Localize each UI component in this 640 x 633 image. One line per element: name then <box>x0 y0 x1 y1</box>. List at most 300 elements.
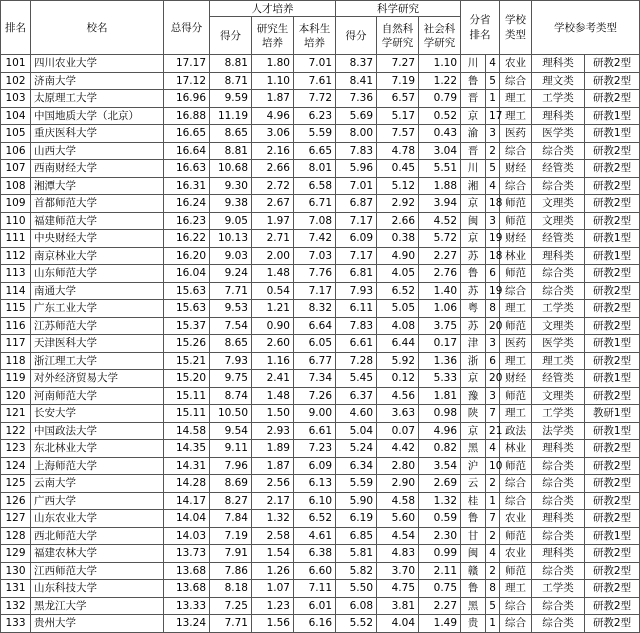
cell-grad-score: 2.71 <box>252 230 294 248</box>
cell-school-name: 太原理工大学 <box>31 90 164 108</box>
cell-social-score: 3.94 <box>419 195 461 213</box>
cell-rank: 115 <box>1 300 31 318</box>
cell-ref-tier: 研教2型 <box>585 212 640 230</box>
cell-talent-score: 10.13 <box>210 230 252 248</box>
cell-undergrad-score: 7.72 <box>294 90 336 108</box>
cell-school-name: 河南师范大学 <box>31 387 164 405</box>
cell-province-rank: 20 <box>486 317 500 335</box>
cell-social-score: 2.69 <box>419 475 461 493</box>
cell-province: 京 <box>461 370 486 388</box>
cell-province-rank: 7 <box>486 405 500 423</box>
cell-natural-score: 7.27 <box>377 55 419 73</box>
cell-province: 豫 <box>461 387 486 405</box>
cell-natural-score: 3.70 <box>377 562 419 580</box>
cell-ref-category: 经管类 <box>532 160 585 178</box>
cell-research-score: 6.11 <box>336 300 377 318</box>
cell-natural-score: 3.81 <box>377 597 419 615</box>
cell-province-rank: 8 <box>486 300 500 318</box>
header-province-rank: 分省排名 <box>461 1 500 55</box>
cell-rank: 114 <box>1 282 31 300</box>
cell-total-score: 14.04 <box>164 510 210 528</box>
cell-school-name: 对外经济贸易大学 <box>31 370 164 388</box>
cell-talent-score: 9.59 <box>210 90 252 108</box>
cell-grad-score: 2.60 <box>252 335 294 353</box>
cell-province: 晋 <box>461 142 486 160</box>
cell-school-name: 广西大学 <box>31 492 164 510</box>
cell-talent-score: 8.65 <box>210 335 252 353</box>
cell-ref-tier: 研教1型 <box>585 230 640 248</box>
cell-total-score: 16.65 <box>164 125 210 143</box>
cell-social-score: 2.11 <box>419 562 461 580</box>
cell-school-name: 云南大学 <box>31 475 164 493</box>
cell-ref-tier: 研教2型 <box>585 545 640 563</box>
cell-school-name: 南通大学 <box>31 282 164 300</box>
cell-ref-category: 综合类 <box>532 597 585 615</box>
cell-province-rank: 19 <box>486 282 500 300</box>
cell-natural-score: 0.07 <box>377 422 419 440</box>
table-row <box>1 352 640 370</box>
header-total: 总得分 <box>164 1 210 55</box>
cell-school-type: 林业 <box>500 440 532 458</box>
table-row <box>1 387 640 405</box>
cell-total-score: 15.63 <box>164 300 210 318</box>
cell-research-score: 6.34 <box>336 457 377 475</box>
cell-natural-score: 4.78 <box>377 142 419 160</box>
header-talent-group: 人才培养 <box>210 1 336 17</box>
cell-ref-category: 综合类 <box>532 615 585 633</box>
cell-province-rank: 2 <box>486 475 500 493</box>
cell-province-rank: 5 <box>486 72 500 90</box>
cell-school-name: 江苏师范大学 <box>31 317 164 335</box>
cell-undergrad-score: 7.11 <box>294 580 336 598</box>
cell-school-type: 农业 <box>500 545 532 563</box>
cell-talent-score: 7.19 <box>210 527 252 545</box>
cell-talent-score: 7.25 <box>210 597 252 615</box>
cell-research-score: 5.24 <box>336 440 377 458</box>
cell-total-score: 13.24 <box>164 615 210 633</box>
cell-talent-score: 10.68 <box>210 160 252 178</box>
cell-school-type: 财经 <box>500 230 532 248</box>
cell-natural-score: 5.60 <box>377 510 419 528</box>
cell-school-type: 综合 <box>500 177 532 195</box>
cell-grad-score: 1.50 <box>252 405 294 423</box>
table-row <box>1 160 640 178</box>
cell-natural-score: 6.44 <box>377 335 419 353</box>
cell-undergrad-score: 6.64 <box>294 317 336 335</box>
cell-school-name: 福建师范大学 <box>31 212 164 230</box>
cell-social-score: 0.79 <box>419 90 461 108</box>
cell-province-rank: 4 <box>486 177 500 195</box>
cell-social-score: 5.72 <box>419 230 461 248</box>
cell-grad-score: 1.87 <box>252 90 294 108</box>
cell-undergrad-score: 6.23 <box>294 107 336 125</box>
cell-undergrad-score: 8.32 <box>294 300 336 318</box>
cell-grad-score: 1.97 <box>252 212 294 230</box>
cell-research-score: 6.81 <box>336 265 377 283</box>
cell-research-score: 7.36 <box>336 90 377 108</box>
table-row <box>1 125 640 143</box>
table-row <box>1 107 640 125</box>
cell-ref-tier: 研教1型 <box>585 125 640 143</box>
cell-province: 津 <box>461 335 486 353</box>
cell-ref-tier: 研教1型 <box>585 335 640 353</box>
cell-total-score: 14.03 <box>164 527 210 545</box>
cell-province: 京 <box>461 195 486 213</box>
cell-school-name: 中国政法大学 <box>31 422 164 440</box>
cell-grad-score: 1.87 <box>252 457 294 475</box>
header-undergrad: 本科生培养 <box>294 17 336 55</box>
cell-school-type: 农业 <box>500 510 532 528</box>
cell-province-rank: 3 <box>486 125 500 143</box>
cell-ref-category: 工学类 <box>532 580 585 598</box>
cell-ref-category: 综合类 <box>532 457 585 475</box>
header-research-group: 科学研究 <box>336 1 461 17</box>
cell-natural-score: 0.38 <box>377 230 419 248</box>
cell-ref-tier: 研教2型 <box>585 177 640 195</box>
cell-school-name: 黑龙江大学 <box>31 597 164 615</box>
cell-research-score: 7.01 <box>336 177 377 195</box>
cell-school-type: 师范 <box>500 212 532 230</box>
table-row <box>1 527 640 545</box>
cell-talent-score: 8.27 <box>210 492 252 510</box>
cell-school-type: 综合 <box>500 282 532 300</box>
cell-undergrad-score: 7.01 <box>294 55 336 73</box>
cell-social-score: 1.22 <box>419 72 461 90</box>
cell-rank: 107 <box>1 160 31 178</box>
cell-grad-score: 2.66 <box>252 160 294 178</box>
cell-research-score: 7.83 <box>336 317 377 335</box>
cell-ref-category: 理科类 <box>532 440 585 458</box>
cell-talent-score: 7.71 <box>210 615 252 633</box>
cell-social-score: 5.33 <box>419 370 461 388</box>
cell-grad-score: 1.80 <box>252 55 294 73</box>
table-row <box>1 300 640 318</box>
cell-grad-score: 0.54 <box>252 282 294 300</box>
cell-social-score: 1.32 <box>419 492 461 510</box>
table-row <box>1 230 640 248</box>
cell-total-score: 17.17 <box>164 55 210 73</box>
cell-ref-tier: 研教2型 <box>585 265 640 283</box>
cell-ref-tier: 研教2型 <box>585 475 640 493</box>
cell-talent-score: 7.86 <box>210 562 252 580</box>
cell-total-score: 16.22 <box>164 230 210 248</box>
cell-undergrad-score: 7.17 <box>294 282 336 300</box>
cell-total-score: 15.63 <box>164 282 210 300</box>
cell-province-rank: 1 <box>486 615 500 633</box>
cell-school-type: 综合 <box>500 142 532 160</box>
cell-school-type: 理工 <box>500 90 532 108</box>
cell-ref-category: 医学类 <box>532 335 585 353</box>
cell-undergrad-score: 8.01 <box>294 160 336 178</box>
cell-undergrad-score: 7.61 <box>294 72 336 90</box>
cell-social-score: 0.75 <box>419 580 461 598</box>
cell-undergrad-score: 6.09 <box>294 457 336 475</box>
cell-grad-score: 1.56 <box>252 615 294 633</box>
cell-total-score: 16.96 <box>164 90 210 108</box>
cell-school-type: 理工 <box>500 300 532 318</box>
cell-school-name: 山东科技大学 <box>31 580 164 598</box>
table-row <box>1 177 640 195</box>
cell-school-type: 综合 <box>500 475 532 493</box>
cell-talent-score: 7.91 <box>210 545 252 563</box>
cell-social-score: 2.27 <box>419 247 461 265</box>
cell-research-score: 5.82 <box>336 562 377 580</box>
cell-rank: 121 <box>1 405 31 423</box>
cell-province-rank: 4 <box>486 545 500 563</box>
cell-research-score: 6.09 <box>336 230 377 248</box>
cell-research-score: 5.90 <box>336 492 377 510</box>
table-row <box>1 247 640 265</box>
cell-grad-score: 1.23 <box>252 597 294 615</box>
cell-ref-category: 综合类 <box>532 265 585 283</box>
cell-grad-score: 0.90 <box>252 317 294 335</box>
cell-talent-score: 8.74 <box>210 387 252 405</box>
cell-social-score: 2.76 <box>419 265 461 283</box>
cell-school-name: 长安大学 <box>31 405 164 423</box>
cell-research-score: 5.50 <box>336 580 377 598</box>
cell-province-rank: 2 <box>486 562 500 580</box>
cell-research-score: 6.87 <box>336 195 377 213</box>
cell-school-type: 政法 <box>500 422 532 440</box>
cell-ref-category: 文理类 <box>532 317 585 335</box>
cell-ref-category: 经管类 <box>532 370 585 388</box>
cell-social-score: 0.82 <box>419 440 461 458</box>
cell-ref-category: 工学类 <box>532 90 585 108</box>
cell-rank: 131 <box>1 580 31 598</box>
cell-rank: 109 <box>1 195 31 213</box>
cell-school-name: 中国地质大学（北京） <box>31 107 164 125</box>
cell-rank: 112 <box>1 247 31 265</box>
cell-school-type: 师范 <box>500 457 532 475</box>
cell-natural-score: 2.66 <box>377 212 419 230</box>
cell-school-name: 山东农业大学 <box>31 510 164 528</box>
header-rank: 排名 <box>1 1 31 55</box>
cell-ref-category: 医学类 <box>532 125 585 143</box>
cell-school-type: 理工 <box>500 405 532 423</box>
cell-total-score: 14.17 <box>164 492 210 510</box>
cell-province-rank: 3 <box>486 212 500 230</box>
cell-grad-score: 2.41 <box>252 370 294 388</box>
cell-province: 鲁 <box>461 580 486 598</box>
cell-undergrad-score: 6.65 <box>294 142 336 160</box>
cell-ref-category: 理科类 <box>532 247 585 265</box>
cell-province-rank: 2 <box>486 527 500 545</box>
cell-ref-category: 理科类 <box>532 55 585 73</box>
cell-natural-score: 4.04 <box>377 615 419 633</box>
cell-talent-score: 8.81 <box>210 142 252 160</box>
cell-talent-score: 10.50 <box>210 405 252 423</box>
table-row <box>1 510 640 528</box>
cell-ref-tier: 研教1型 <box>585 107 640 125</box>
cell-province: 鲁 <box>461 72 486 90</box>
cell-natural-score: 2.80 <box>377 457 419 475</box>
cell-undergrad-score: 6.52 <box>294 510 336 528</box>
cell-research-score: 6.61 <box>336 335 377 353</box>
cell-rank: 102 <box>1 72 31 90</box>
cell-rank: 122 <box>1 422 31 440</box>
cell-natural-score: 2.92 <box>377 195 419 213</box>
table-row <box>1 335 640 353</box>
cell-natural-score: 3.63 <box>377 405 419 423</box>
cell-total-score: 16.20 <box>164 247 210 265</box>
cell-province-rank: 8 <box>486 580 500 598</box>
cell-undergrad-score: 9.00 <box>294 405 336 423</box>
cell-province-rank: 1 <box>486 492 500 510</box>
cell-grad-score: 2.00 <box>252 247 294 265</box>
cell-rank: 108 <box>1 177 31 195</box>
cell-ref-tier: 研教2型 <box>585 352 640 370</box>
table-row <box>1 562 640 580</box>
cell-school-type: 综合 <box>500 597 532 615</box>
cell-research-score: 5.69 <box>336 107 377 125</box>
cell-school-type: 理工 <box>500 107 532 125</box>
cell-rank: 104 <box>1 107 31 125</box>
cell-total-score: 13.68 <box>164 580 210 598</box>
cell-school-name: 东北林业大学 <box>31 440 164 458</box>
cell-research-score: 5.52 <box>336 615 377 633</box>
cell-undergrad-score: 7.23 <box>294 440 336 458</box>
cell-ref-tier: 研教2型 <box>585 300 640 318</box>
cell-province: 浙 <box>461 352 486 370</box>
cell-social-score: 0.99 <box>419 545 461 563</box>
cell-total-score: 16.88 <box>164 107 210 125</box>
cell-grad-score: 3.06 <box>252 125 294 143</box>
cell-ref-category: 综合类 <box>532 562 585 580</box>
header-social: 社会科学研究 <box>419 17 461 55</box>
cell-talent-score: 9.30 <box>210 177 252 195</box>
cell-natural-score: 4.75 <box>377 580 419 598</box>
cell-total-score: 13.73 <box>164 545 210 563</box>
cell-total-score: 16.64 <box>164 142 210 160</box>
cell-grad-score: 2.58 <box>252 527 294 545</box>
cell-social-score: 4.96 <box>419 422 461 440</box>
cell-total-score: 13.33 <box>164 597 210 615</box>
table-row <box>1 597 640 615</box>
cell-undergrad-score: 4.61 <box>294 527 336 545</box>
cell-social-score: 1.40 <box>419 282 461 300</box>
cell-natural-score: 6.52 <box>377 282 419 300</box>
cell-province-rank: 6 <box>486 352 500 370</box>
cell-school-type: 理工 <box>500 580 532 598</box>
table-row <box>1 492 640 510</box>
cell-ref-tier: 研教2型 <box>585 615 640 633</box>
cell-school-name: 首都师范大学 <box>31 195 164 213</box>
cell-talent-score: 7.84 <box>210 510 252 528</box>
cell-undergrad-score: 6.10 <box>294 492 336 510</box>
cell-ref-category: 综合类 <box>532 177 585 195</box>
cell-ref-tier: 研教1型 <box>585 370 640 388</box>
cell-grad-score: 1.10 <box>252 72 294 90</box>
cell-social-score: 2.27 <box>419 597 461 615</box>
cell-ref-tier: 研教1型 <box>585 422 640 440</box>
cell-province: 闽 <box>461 212 486 230</box>
cell-province-rank: 18 <box>486 247 500 265</box>
cell-school-type: 财经 <box>500 160 532 178</box>
cell-province-rank: 4 <box>486 440 500 458</box>
cell-province: 粤 <box>461 300 486 318</box>
cell-rank: 129 <box>1 545 31 563</box>
cell-ref-tier: 研教2型 <box>585 55 640 73</box>
header-natural: 自然科学研究 <box>377 17 419 55</box>
table-row <box>1 615 640 633</box>
cell-natural-score: 4.90 <box>377 247 419 265</box>
cell-school-type: 医药 <box>500 125 532 143</box>
cell-natural-score: 5.17 <box>377 107 419 125</box>
cell-province-rank: 5 <box>486 160 500 178</box>
cell-talent-score: 7.93 <box>210 352 252 370</box>
cell-rank: 110 <box>1 212 31 230</box>
header-school-type: 学校类型 <box>500 1 532 55</box>
cell-ref-category: 文理类 <box>532 195 585 213</box>
table-row <box>1 370 640 388</box>
cell-school-type: 师范 <box>500 195 532 213</box>
cell-talent-score: 8.71 <box>210 72 252 90</box>
cell-research-score: 5.96 <box>336 160 377 178</box>
cell-social-score: 3.75 <box>419 317 461 335</box>
cell-school-type: 综合 <box>500 492 532 510</box>
table-row <box>1 457 640 475</box>
cell-ref-tier: 研教1型 <box>585 247 640 265</box>
cell-total-score: 16.23 <box>164 212 210 230</box>
cell-ref-category: 经管类 <box>532 230 585 248</box>
cell-province-rank: 4 <box>486 55 500 73</box>
cell-ref-category: 综合类 <box>532 527 585 545</box>
cell-school-name: 浙江理工大学 <box>31 352 164 370</box>
cell-natural-score: 4.08 <box>377 317 419 335</box>
cell-ref-category: 综合类 <box>532 142 585 160</box>
cell-ref-tier: 研教1型 <box>585 527 640 545</box>
header-ref-type: 学校参考类型 <box>532 1 640 55</box>
cell-rank: 130 <box>1 562 31 580</box>
cell-ref-category: 法学类 <box>532 422 585 440</box>
cell-undergrad-score: 6.58 <box>294 177 336 195</box>
cell-grad-score: 2.56 <box>252 475 294 493</box>
cell-natural-score: 6.57 <box>377 90 419 108</box>
table-row <box>1 90 640 108</box>
cell-school-name: 重庆医科大学 <box>31 125 164 143</box>
cell-ref-tier: 教研1型 <box>585 405 640 423</box>
cell-rank: 125 <box>1 475 31 493</box>
cell-social-score: 0.43 <box>419 125 461 143</box>
cell-research-score: 7.28 <box>336 352 377 370</box>
cell-ref-category: 理科类 <box>532 510 585 528</box>
cell-total-score: 14.28 <box>164 475 210 493</box>
cell-province: 云 <box>461 475 486 493</box>
cell-province-rank: 18 <box>486 195 500 213</box>
header-grad: 研究生培养 <box>252 17 294 55</box>
cell-undergrad-score: 6.16 <box>294 615 336 633</box>
cell-total-score: 16.04 <box>164 265 210 283</box>
cell-school-name: 山东师范大学 <box>31 265 164 283</box>
cell-undergrad-score: 6.71 <box>294 195 336 213</box>
cell-province: 湘 <box>461 177 486 195</box>
cell-grad-score: 2.67 <box>252 195 294 213</box>
cell-talent-score: 9.03 <box>210 247 252 265</box>
cell-province: 沪 <box>461 457 486 475</box>
cell-grad-score: 1.89 <box>252 440 294 458</box>
cell-research-score: 5.04 <box>336 422 377 440</box>
table-body <box>1 55 640 633</box>
cell-social-score: 3.04 <box>419 142 461 160</box>
cell-social-score: 1.88 <box>419 177 461 195</box>
cell-school-type: 师范 <box>500 562 532 580</box>
cell-school-name: 天津医科大学 <box>31 335 164 353</box>
cell-province: 赣 <box>461 562 486 580</box>
cell-natural-score: 4.05 <box>377 265 419 283</box>
cell-province-rank: 3 <box>486 335 500 353</box>
cell-ref-tier: 研教2型 <box>585 282 640 300</box>
cell-undergrad-score: 7.34 <box>294 370 336 388</box>
